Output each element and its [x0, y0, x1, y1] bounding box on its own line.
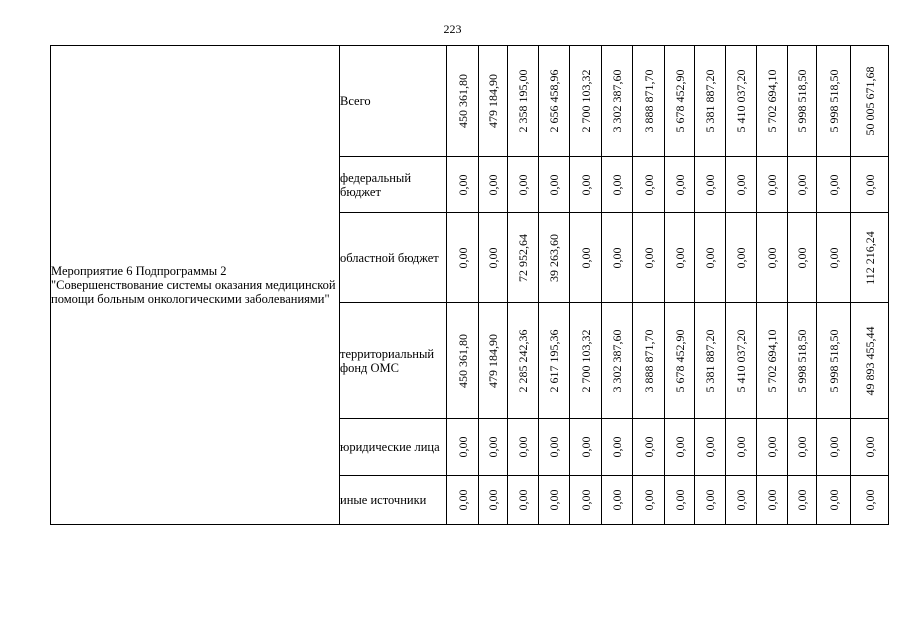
value-cell: [570, 46, 602, 157]
value-cell: [665, 157, 695, 213]
value-text: 0,00: [826, 174, 841, 195]
value-text: 5 381 887,20: [703, 329, 717, 392]
value-text: 0,00: [862, 174, 877, 195]
value-text: 479 184,90: [486, 74, 500, 128]
value-cell: [817, 157, 851, 213]
value-cell: [665, 46, 695, 157]
value-text: 450 361,80: [455, 74, 470, 128]
value-text: 0,00: [516, 436, 530, 458]
value-cell: [757, 46, 788, 157]
value-cell: [602, 213, 633, 303]
value-text: 3 888 871,70: [641, 69, 656, 133]
value-cell: [508, 46, 539, 157]
value-cell: [851, 419, 889, 476]
value-cell: [447, 476, 479, 525]
value-text: 0,00: [455, 489, 470, 511]
value-text: 0,00: [516, 489, 530, 511]
value-text: 3 302 387,60: [610, 329, 624, 392]
value-text: 0,00: [486, 489, 500, 511]
value-text: 0,00: [672, 174, 687, 195]
value-text: 39 263,60: [547, 233, 561, 282]
value-text: 5 998 518,50: [795, 69, 809, 133]
value-cell: [602, 476, 633, 525]
value-text: 5 410 037,20: [734, 69, 748, 133]
funding-source-cell: иные источники: [340, 476, 447, 525]
value-text: 0,00: [578, 247, 593, 268]
value-text: 0,00: [795, 247, 809, 268]
value-text: 0,00: [547, 436, 561, 458]
value-text: 2 285 242,36: [516, 329, 530, 392]
value-cell: [817, 476, 851, 525]
value-cell: [570, 419, 602, 476]
value-text: 0,00: [765, 174, 779, 195]
value-cell: [695, 419, 726, 476]
value-text: 0,00: [516, 174, 530, 195]
value-text: 0,00: [641, 247, 656, 268]
value-text: 0,00: [795, 174, 809, 195]
value-cell: [817, 46, 851, 157]
value-text: 479 184,90: [486, 333, 500, 388]
value-text: 0,00: [610, 174, 624, 195]
value-cell: [539, 303, 570, 419]
value-cell: [695, 303, 726, 419]
value-cell: [479, 476, 508, 525]
value-text: 0,00: [765, 247, 779, 268]
value-cell: [757, 157, 788, 213]
value-text: 0,00: [641, 436, 656, 458]
value-cell: [633, 157, 665, 213]
value-cell: [817, 419, 851, 476]
value-text: 0,00: [486, 436, 500, 458]
value-text: 0,00: [734, 489, 748, 511]
value-text: 0,00: [547, 174, 561, 195]
value-text: 0,00: [578, 489, 593, 511]
value-text: 5 410 037,20: [734, 329, 748, 392]
value-cell: [665, 476, 695, 525]
value-text: 2 656 458,96: [547, 69, 561, 133]
value-cell: [726, 476, 757, 525]
value-text: 0,00: [795, 436, 809, 458]
value-text: 5 702 694,10: [765, 329, 779, 392]
value-cell: [851, 476, 889, 525]
value-cell: [479, 419, 508, 476]
value-cell: [479, 213, 508, 303]
funding-table-body: [51, 46, 889, 525]
value-cell: [665, 303, 695, 419]
value-text: 5 381 887,20: [703, 69, 717, 133]
value-text: 0,00: [862, 489, 877, 511]
value-cell: [726, 46, 757, 157]
value-text: 0,00: [610, 247, 624, 268]
value-text: 0,00: [703, 247, 717, 268]
value-text: 0,00: [455, 436, 470, 458]
value-text: 0,00: [672, 489, 687, 511]
value-text: 0,00: [455, 174, 470, 195]
value-cell: [602, 303, 633, 419]
value-cell: [726, 419, 757, 476]
value-text: 0,00: [703, 436, 717, 458]
value-text: 0,00: [765, 489, 779, 511]
value-text: 0,00: [610, 436, 624, 458]
value-cell: [508, 213, 539, 303]
value-cell: [726, 213, 757, 303]
value-cell: [539, 476, 570, 525]
value-cell: [508, 157, 539, 213]
value-text: 5 998 518,50: [795, 329, 809, 392]
value-cell: [851, 303, 889, 419]
value-text: 112 216,24: [862, 230, 877, 285]
value-cell: [633, 476, 665, 525]
funding-source-cell: территориальный фонд ОМС: [340, 303, 447, 419]
value-cell: [479, 303, 508, 419]
value-text: 0,00: [641, 174, 656, 195]
value-text: 0,00: [734, 247, 748, 268]
value-text: 0,00: [826, 247, 841, 268]
value-cell: [508, 419, 539, 476]
value-cell: [726, 157, 757, 213]
value-cell: [602, 157, 633, 213]
value-cell: [570, 157, 602, 213]
value-cell: [633, 46, 665, 157]
value-text: 2 358 195,00: [516, 69, 530, 133]
value-text: 0,00: [826, 489, 841, 511]
value-text: 0,00: [862, 436, 877, 458]
value-cell: [539, 157, 570, 213]
value-cell: [665, 213, 695, 303]
value-text: 2 700 103,32: [578, 329, 593, 392]
value-text: 0,00: [672, 247, 687, 268]
value-cell: [788, 46, 817, 157]
value-cell: [570, 303, 602, 419]
value-text: 50 005 671,68: [862, 66, 877, 136]
page-number: 223: [443, 22, 462, 36]
funding-source-cell: областной бюджет: [340, 213, 447, 303]
value-cell: [851, 213, 889, 303]
value-text: 0,00: [703, 174, 717, 195]
value-text: 49 893 455,44: [862, 326, 877, 395]
value-text: 0,00: [455, 247, 470, 268]
value-cell: [788, 213, 817, 303]
value-cell: [757, 303, 788, 419]
value-text: 3 888 871,70: [641, 329, 656, 392]
value-cell: [788, 419, 817, 476]
value-text: 0,00: [578, 436, 593, 458]
value-text: 0,00: [486, 174, 500, 195]
value-text: 0,00: [672, 436, 687, 458]
value-cell: [695, 476, 726, 525]
value-cell: [665, 419, 695, 476]
value-cell: [539, 46, 570, 157]
value-text: 0,00: [610, 489, 624, 511]
value-cell: [817, 213, 851, 303]
value-cell: [695, 157, 726, 213]
funding-source-cell: юридические лица: [340, 419, 447, 476]
value-text: 0,00: [641, 489, 656, 511]
value-text: 5 702 694,10: [765, 69, 779, 133]
value-text: 5 678 452,90: [672, 329, 687, 392]
value-cell: [788, 303, 817, 419]
event-name-cell: Мероприятие 6 Подпрограммы 2 "Совершенствование системы оказания медицинской помощи больным онкологическими заболеваниями": [51, 46, 340, 525]
value-cell: [757, 213, 788, 303]
value-cell: [851, 46, 889, 157]
value-text: 2 617 195,36: [547, 329, 561, 392]
value-cell: [479, 157, 508, 213]
value-cell: [508, 303, 539, 419]
value-text: 0,00: [703, 489, 717, 511]
value-text: 0,00: [795, 489, 809, 511]
value-text: 5 998 518,50: [826, 69, 841, 133]
value-cell: [633, 419, 665, 476]
value-cell: [447, 157, 479, 213]
value-text: 5 678 452,90: [672, 69, 687, 133]
value-text: 72 952,64: [516, 233, 530, 282]
value-cell: [788, 476, 817, 525]
value-cell: [726, 303, 757, 419]
value-cell: [633, 303, 665, 419]
value-cell: [602, 419, 633, 476]
value-text: 0,00: [547, 489, 561, 511]
value-cell: [539, 419, 570, 476]
value-cell: [539, 213, 570, 303]
value-text: 0,00: [826, 436, 841, 458]
value-cell: [757, 419, 788, 476]
value-cell: [479, 46, 508, 157]
funding-table: [50, 45, 889, 525]
value-cell: [695, 46, 726, 157]
value-cell: [447, 303, 479, 419]
value-cell: [447, 419, 479, 476]
value-text: 450 361,80: [455, 333, 470, 388]
value-cell: [447, 213, 479, 303]
value-cell: [757, 476, 788, 525]
value-cell: [570, 476, 602, 525]
value-text: 5 998 518,50: [826, 329, 841, 392]
value-cell: [851, 157, 889, 213]
value-cell: [508, 476, 539, 525]
value-text: 2 700 103,32: [578, 69, 593, 133]
value-cell: [695, 213, 726, 303]
value-cell: [602, 46, 633, 157]
funding-source-cell: Всего: [340, 46, 447, 157]
value-text: 0,00: [734, 174, 748, 195]
value-cell: [570, 213, 602, 303]
funding-source-cell: федеральный бюджет: [340, 157, 447, 213]
value-text: 0,00: [486, 247, 500, 268]
value-text: 3 302 387,60: [610, 69, 624, 133]
value-cell: [447, 46, 479, 157]
value-cell: [633, 213, 665, 303]
value-text: 0,00: [765, 436, 779, 458]
table-row: [51, 46, 889, 157]
value-cell: [788, 157, 817, 213]
value-cell: [817, 303, 851, 419]
value-text: 0,00: [578, 174, 593, 195]
value-text: 0,00: [734, 436, 748, 458]
